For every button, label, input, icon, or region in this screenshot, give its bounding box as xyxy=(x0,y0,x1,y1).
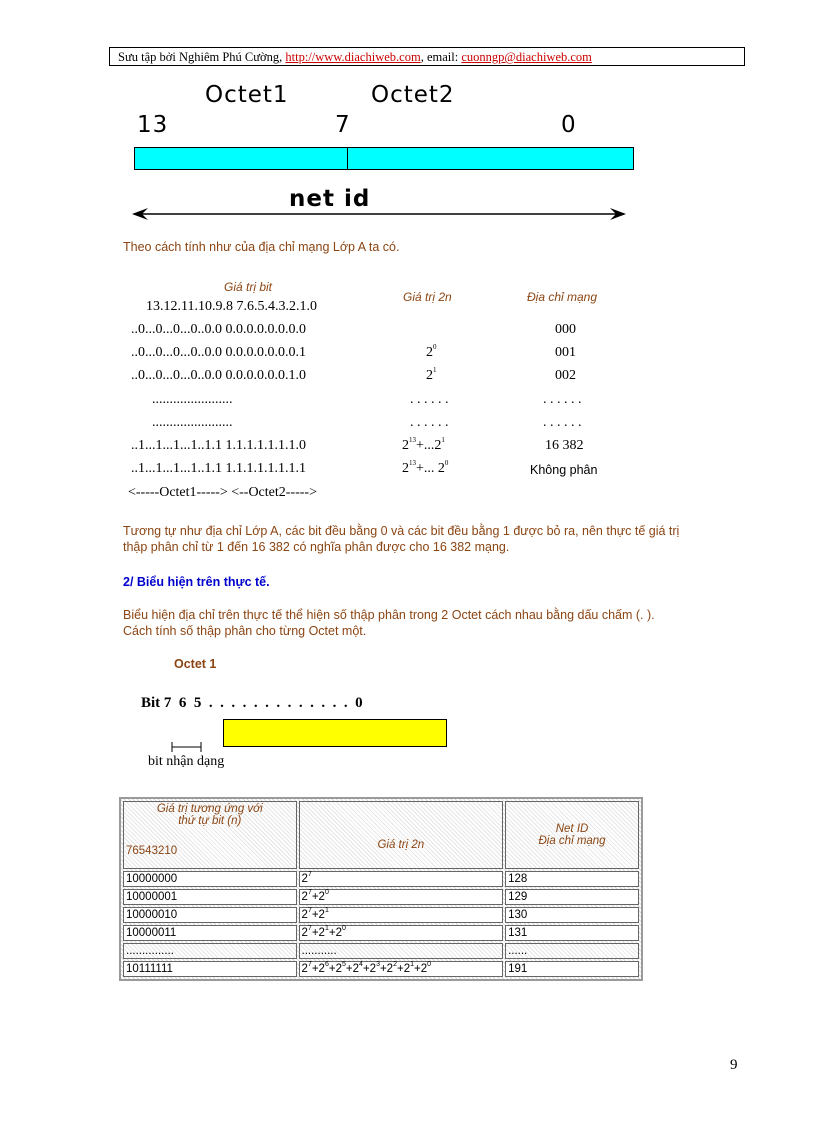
t1-row1-net: 001 xyxy=(555,345,576,360)
table-row: 10000001 $2^7+2^0$ 129 xyxy=(123,889,639,905)
table-row: 10000011 $2^7+2^1+2^0$ 131 xyxy=(123,925,639,941)
t1-row3-net: . . . . . . xyxy=(543,392,582,407)
table-row: 10000010 $2^7+2^1$ 130 xyxy=(123,907,639,923)
para2-line1: Biểu hiện địa chỉ trên thực tế thể hiện số thập phân trong 2 Octet cách nhau bằng dấu chấm (. ). xyxy=(123,608,655,622)
t1-row1-pow: $2^0$ xyxy=(426,343,437,360)
bit-index-header: 13.12.11.10.9.8 7.6.5.4.3.2.1.0 xyxy=(146,299,317,314)
netid-arrow xyxy=(130,204,630,224)
t1-row2-bits: ..0...0...0...0..0.0 0.0.0.0.0.0.1.0 xyxy=(131,368,306,383)
t1-row3-pow: . . . . . . xyxy=(410,392,449,407)
t1-row6-net: Không phân xyxy=(530,463,598,477)
intro-text: Theo cách tính như của địa chỉ mạng Lớp A ta có. xyxy=(123,240,400,254)
t1-row6-bits: ..1...1...1...1..1.1 1.1.1.1.1.1.1.1 xyxy=(131,461,306,476)
t1-row6-pow: $2^{13}+$... $2^0$ xyxy=(402,459,449,476)
bit-13-label: 13 xyxy=(137,112,169,138)
t1-row5-net: 16 382 xyxy=(545,438,584,453)
header-link[interactable]: http://www.diachiweb.com xyxy=(285,50,421,64)
para1-line2: thập phân chỉ từ 1 đến 16 382 có nghĩa phân được cho 16 382 mạng. xyxy=(123,540,510,554)
table-row: ............... ........... ...... xyxy=(123,943,639,959)
netid-bar xyxy=(134,147,634,170)
octet1-title: Octet 1 xyxy=(174,657,217,671)
t1-row3-bits: ....................... xyxy=(152,392,233,407)
bit-0-label: 0 xyxy=(561,112,577,138)
t1-row5-bits: ..1...1...1...1..1.1 1.1.1.1.1.1.1.0 xyxy=(131,438,306,453)
t1-row1-bits: ..0...0...0...0..0.0 0.0.0.0.0.0.0.1 xyxy=(131,345,306,360)
col-net-header: Địa chỉ mạng xyxy=(527,290,598,304)
table-row: 10111111 $2^7+2^6+2^5+2^4+2^3+2^2+2^1+2^0$ 191 xyxy=(123,961,639,977)
octet1-bar xyxy=(223,719,447,747)
header-email[interactable]: cuonngp@diachiweb.com xyxy=(461,50,592,64)
t1-row2-net: 002 xyxy=(555,368,576,383)
t1-row0-net: 000 xyxy=(555,322,576,337)
t1-footer: <-----Octet1-----> <--Octet2-----> xyxy=(128,485,317,500)
t2-header-net: Net ID Địa chỉ mạng xyxy=(505,801,639,869)
page-number: 9 xyxy=(730,1057,738,1073)
page-header xyxy=(109,47,745,66)
header-credit: Sưu tập bởi Nghiêm Phú Cường, xyxy=(118,50,286,64)
header-email-label: , email: xyxy=(420,50,462,64)
t1-row4-bits: ....................... xyxy=(152,415,233,430)
bit-7-label: 7 xyxy=(335,112,351,138)
marker-bracket xyxy=(168,740,208,754)
para1-line1: Tương tự như địa chỉ Lớp A, các bit đều bằng 0 và các bit đều bằng 1 được bỏ ra, nên thực tế giá trị xyxy=(123,524,680,538)
netid-bar-divider xyxy=(347,148,348,169)
marker-label: bit nhận dạng xyxy=(148,754,225,769)
t1-row4-pow: . . . . . . xyxy=(410,415,449,430)
octet-table xyxy=(119,797,643,981)
t2-header-bits: Giá trị tương ứng với thứ tự bit (n) 76543210 xyxy=(123,801,297,869)
table-row: 10000000 $2^7$ 128 xyxy=(123,871,639,887)
octet1-label: Octet1 xyxy=(205,82,289,108)
t1-row4-net: . . . . . . xyxy=(543,415,582,430)
col-pow-header: Giá trị 2n xyxy=(403,290,452,304)
t2-header-pow: Giá trị 2n xyxy=(299,801,504,869)
section-title: 2/ Biểu hiện trên thực tế. xyxy=(123,575,270,589)
para2-line2: Cách tính số thập phân cho từng Octet một. xyxy=(123,624,367,638)
col-bit-header: Giá trị bit xyxy=(224,280,273,294)
t1-row2-pow: $2^1$ xyxy=(426,366,437,383)
t1-row5-pow: $2^{13}+...2^1$ xyxy=(402,436,445,453)
bit-sequence: Bit 7 6 5 . . . . . . . . . . . . . 0 xyxy=(141,695,363,711)
t1-row0-bits: ..0...0...0...0..0.0 0.0.0.0.0.0.0.0 xyxy=(131,322,306,337)
netid-label: net id xyxy=(289,186,371,212)
octet2-label: Octet2 xyxy=(371,82,455,108)
